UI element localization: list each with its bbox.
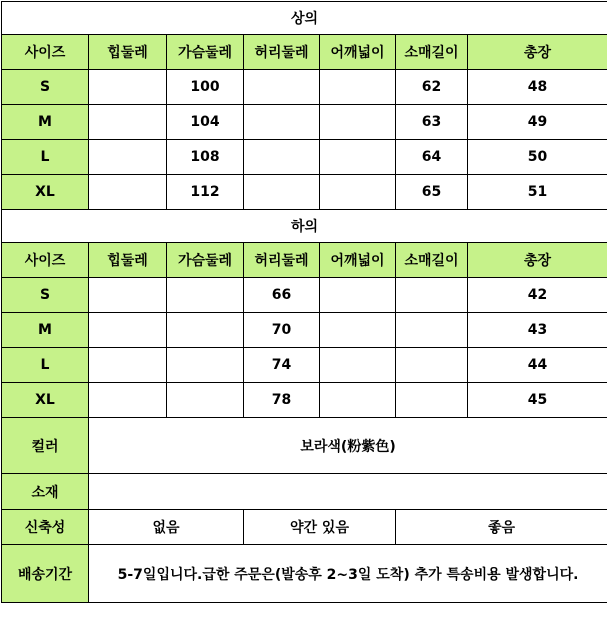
table-row — [2, 348, 607, 383]
table-row — [2, 105, 607, 140]
stretch-row — [2, 510, 607, 545]
shoulder-cell — [320, 278, 396, 313]
shoulder-cell — [320, 348, 396, 383]
material-row — [2, 474, 607, 510]
header-sleeve: 소매길이 — [396, 35, 468, 70]
waist-cell — [244, 105, 320, 140]
waist-cell: 70 — [244, 313, 320, 348]
stretch-label: 신축성 — [2, 510, 89, 545]
sleeve-cell: 64 — [396, 140, 468, 175]
sleeve-cell: 62 — [396, 70, 468, 105]
waist-cell: 66 — [244, 278, 320, 313]
stretch-some: 약간 있음 — [244, 510, 396, 545]
size-chart-table — [1, 1, 607, 603]
top-section-title: 상의 — [2, 2, 607, 35]
header-size: 사이즈 — [2, 35, 89, 70]
top-header-row — [2, 35, 607, 70]
table-row — [2, 70, 607, 105]
size-cell: M — [2, 313, 89, 348]
table-row — [2, 278, 607, 313]
table-row — [2, 175, 607, 210]
stretch-none: 없음 — [89, 510, 244, 545]
material-label: 소재 — [2, 474, 89, 510]
stretch-good: 좋음 — [396, 510, 607, 545]
color-value: 보라색(粉紫色) — [89, 418, 607, 474]
header-shoulder: 어깨넓이 — [320, 35, 396, 70]
hip-cell — [89, 175, 167, 210]
waist-cell: 78 — [244, 383, 320, 418]
header-chest: 가슴둘레 — [167, 243, 244, 278]
header-sleeve: 소매길이 — [396, 243, 468, 278]
chest-cell: 108 — [167, 140, 244, 175]
table-row — [2, 140, 607, 175]
length-cell: 49 — [468, 105, 607, 140]
chest-cell — [167, 348, 244, 383]
size-cell: S — [2, 278, 89, 313]
header-hip: 힙둘레 — [89, 35, 167, 70]
header-length: 총장 — [468, 243, 607, 278]
hip-cell — [89, 140, 167, 175]
bottom-section-title-row — [2, 210, 607, 243]
sleeve-cell — [396, 278, 468, 313]
size-cell: L — [2, 140, 89, 175]
top-section-title-row — [2, 2, 607, 35]
chest-cell: 112 — [167, 175, 244, 210]
chest-cell — [167, 278, 244, 313]
shoulder-cell — [320, 383, 396, 418]
size-cell: XL — [2, 383, 89, 418]
color-label: 컬러 — [2, 418, 89, 474]
material-value — [89, 474, 607, 510]
bottom-section-title: 하의 — [2, 210, 607, 243]
header-chest: 가슴둘레 — [167, 35, 244, 70]
hip-cell — [89, 348, 167, 383]
header-length: 총장 — [468, 35, 607, 70]
sleeve-cell: 63 — [396, 105, 468, 140]
chest-cell — [167, 383, 244, 418]
header-waist: 허리둘레 — [244, 243, 320, 278]
hip-cell — [89, 383, 167, 418]
length-cell: 43 — [468, 313, 607, 348]
length-cell: 50 — [468, 140, 607, 175]
waist-cell: 74 — [244, 348, 320, 383]
color-row — [2, 418, 607, 474]
size-cell: S — [2, 70, 89, 105]
size-cell: L — [2, 348, 89, 383]
waist-cell — [244, 175, 320, 210]
shoulder-cell — [320, 140, 396, 175]
shoulder-cell — [320, 313, 396, 348]
table-row — [2, 313, 607, 348]
size-cell: XL — [2, 175, 89, 210]
table-row — [2, 383, 607, 418]
chest-cell: 100 — [167, 70, 244, 105]
hip-cell — [89, 70, 167, 105]
waist-cell — [244, 70, 320, 105]
header-size: 사이즈 — [2, 243, 89, 278]
hip-cell — [89, 278, 167, 313]
length-cell: 42 — [468, 278, 607, 313]
bottom-header-row — [2, 243, 607, 278]
sleeve-cell — [396, 348, 468, 383]
sleeve-cell — [396, 383, 468, 418]
hip-cell — [89, 313, 167, 348]
shipping-value: 5-7일입니다.급한 주문은(발송후 2~3일 도착) 추가 특송비용 발생합니다. — [89, 545, 607, 603]
header-waist: 허리둘레 — [244, 35, 320, 70]
header-shoulder: 어깨넓이 — [320, 243, 396, 278]
chest-cell — [167, 313, 244, 348]
chest-cell: 104 — [167, 105, 244, 140]
length-cell: 51 — [468, 175, 607, 210]
shoulder-cell — [320, 70, 396, 105]
waist-cell — [244, 140, 320, 175]
size-cell: M — [2, 105, 89, 140]
shipping-row — [2, 545, 607, 603]
sleeve-cell: 65 — [396, 175, 468, 210]
header-hip: 힙둘레 — [89, 243, 167, 278]
length-cell: 44 — [468, 348, 607, 383]
length-cell: 48 — [468, 70, 607, 105]
shoulder-cell — [320, 105, 396, 140]
sleeve-cell — [396, 313, 468, 348]
shipping-label: 배송기간 — [2, 545, 89, 603]
hip-cell — [89, 105, 167, 140]
shoulder-cell — [320, 175, 396, 210]
length-cell: 45 — [468, 383, 607, 418]
